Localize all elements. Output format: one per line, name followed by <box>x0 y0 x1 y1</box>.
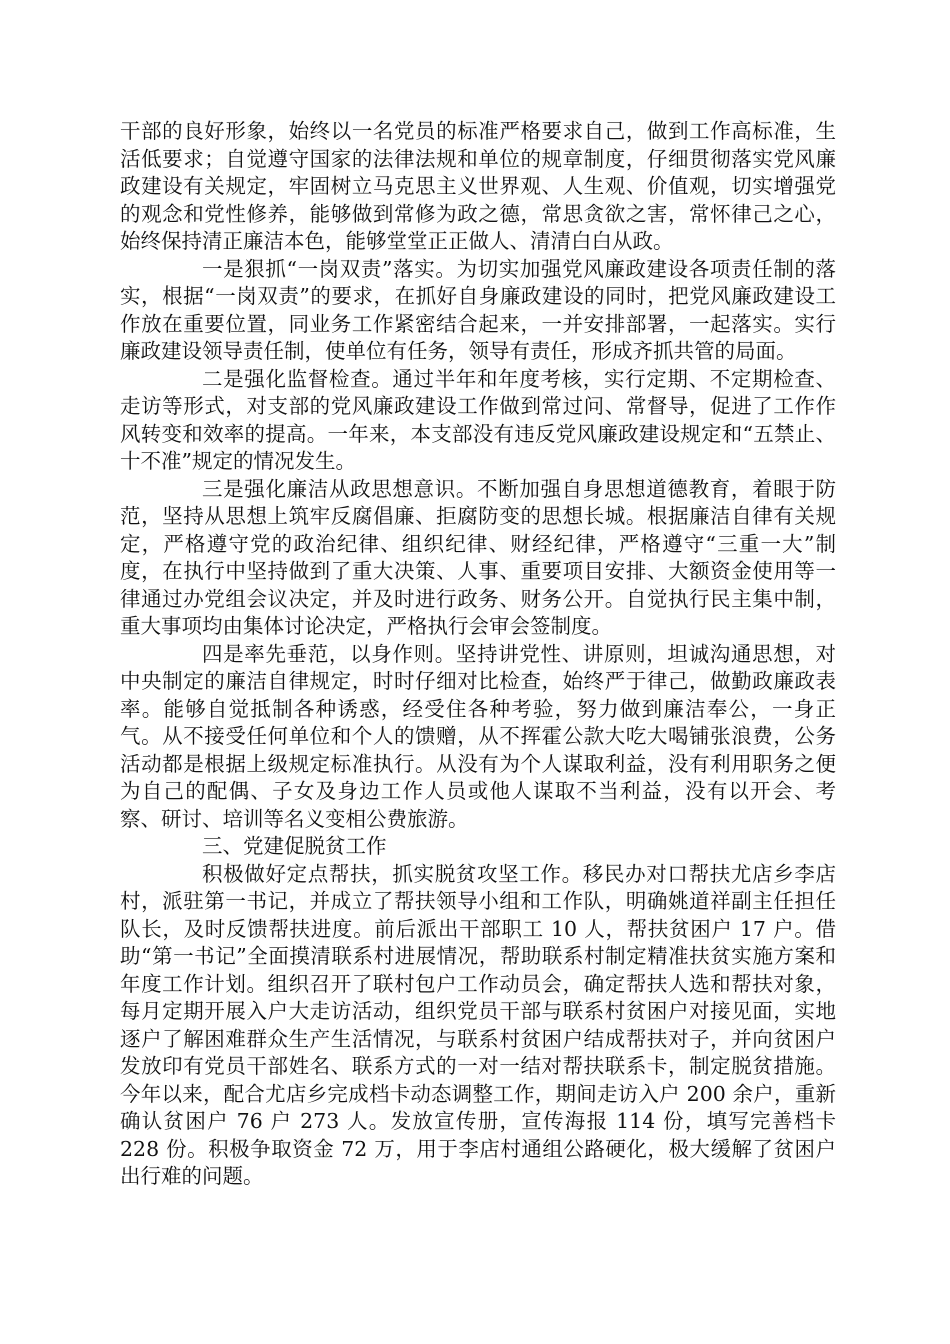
paragraph-integrity-intro: 干部的良好形象，始终以一名党员的标准严格要求自己，做到工作高标准，生活低要求；自觉遵守国家的法律法规和单位的规章制度，仔细贯彻落实党风廉政建设有关规定，牢固树立马克思主义世界观、人生观、价值观，切实增强党的观念和党性修养，能够做到常修为政之德，常思贪欲之害，常怀律己之心，始终保持清正廉洁本色，能够堂堂正正做人、清清白白从政。 <box>120 119 836 253</box>
paragraph-integrity-awareness: 三是强化廉洁从政思想意识。不断加强自身思想道德教育，着眼于防范，坚持从思想上筑牢反腐倡廉、拒腐防变的思想长城。根据廉洁自律有关规定，严格遵守党的政治纪律、组织纪律、财经纪律，严格遵守“三重一大”制度，在执行中坚持做到了重大决策、人事、重要项目安排、大额资金使用等一律通过办党组会议决定，并及时进行政务、财务公开。自觉执行民主集中制，重大事项均由集体讨论决定，严格执行会审会签制度。 <box>120 476 836 638</box>
paragraph-targeted-assistance: 积极做好定点帮扶，抓实脱贫攻坚工作。移民办对口帮扶尤店乡李店村，派驻第一书记，并成立了帮扶领导小组和工作队，明确姚道祥副主任担任队长，及时反馈帮扶进度。前后派出干部职工 10 人，帮扶贫困户 17 户。借助“第一书记”全面摸清联系村进展情况，帮助联系村制定精准扶贫实施方案和年度工作计划。组织召开了联村包户工作动员会，确定帮扶人选和帮扶对象，每月定期开展入户大走访活动，组织党员干部与联系村贫困户对接见面，实地逐户了解困难群众生产生活情况，与联系村贫困户结成帮扶对子，并向贫困户发放印有党员干部姓名、联系方式的一对一结对帮扶联系卡，制定脱贫措施。今年以来，配合尤店乡完成档卡动态调整工作，期间走访入户 200 余户，重新确认贫困户 76 户 273 人。发放宣传册，宣传海报 114 份，填写完善档卡 228 份。积极争取资金 72 万，用于李店村通组公路硬化，极大缓解了贫困户出行难的问题。 <box>120 861 836 1188</box>
paragraph-one-post-two-duties: 一是狠抓“一岗双责”落实。为切实加强党风廉政建设各项责任制的落实，根据“一岗双责”的要求，在抓好自身廉政建设的同时，把党风廉政建设工作放在重要位置，同业务工作紧密结合起来，一并安排部署，一起落实。实行廉政建设领导责任制，使单位有任务，领导有责任，形成齐抓共管的局面。 <box>120 256 836 363</box>
section-heading-poverty-alleviation: 三、党建促脱贫工作 <box>202 834 387 858</box>
paragraph-lead-by-example: 四是率先垂范，以身作则。坚持讲党性、讲原则，坦诚沟通思想，对中央制定的廉洁自律规定，时时仔细对比检查，始终严于律己，做勤政廉政表率。能够自觉抵制各种诱惑，经受住各种考验，努力做到廉洁奉公，一身正气。从不接受任何单位和个人的馈赠，从不挥霍公款大吃大喝铺张浪费，公务活动都是根据上级规定标准执行。从没有为个人谋取利益，没有利用职务之便为自己的配偶、子女及身边工作人员或他人谋取不当利益，没有以开会、考察、研讨、培训等名义变相公费旅游。 <box>120 641 836 831</box>
document-body <box>120 118 836 1191</box>
paragraph-supervision-inspection: 二是强化监督检查。通过半年和年度考核，实行定期、不定期检查、走访等形式，对支部的党风廉政建设工作做到常过问、常督导，促进了工作作风转变和效率的提高。一年来，本支部没有违反党风廉政建设规定和“五禁止、十不准”规定的情况发生。 <box>120 366 836 473</box>
